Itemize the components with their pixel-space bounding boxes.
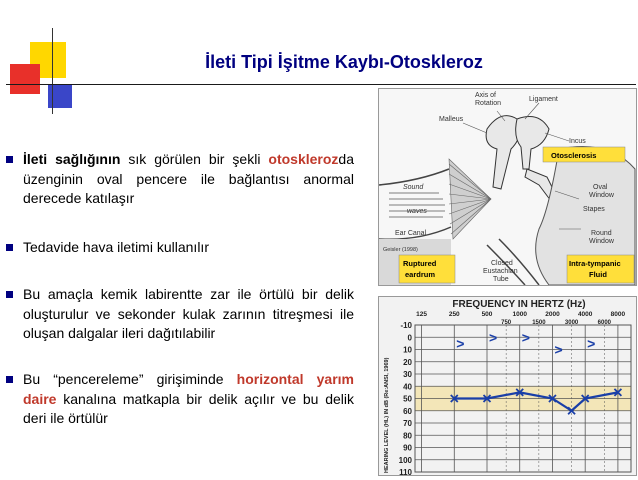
label-fluid: Fluid <box>589 270 607 279</box>
bullet-text <box>23 285 354 344</box>
audiogram-title: FREQUENCY IN HERTZ (Hz) <box>452 299 586 310</box>
audiogram-ylabel: HEARING LEVEL (HL) IN dB (Re:ANSI, 1969) <box>384 357 390 473</box>
y-tick-label: -10 <box>400 321 412 330</box>
bullet-square-icon <box>6 156 13 163</box>
bullet-text-part: otoskleroz <box>268 151 339 167</box>
freq-top-label: 125 <box>416 311 427 318</box>
label-otosclerosis: Otosclerosis <box>551 151 597 160</box>
label-axis: Axis of <box>475 92 497 99</box>
ear-anatomy-svg <box>379 89 636 285</box>
y-tick-label: 0 <box>407 333 412 343</box>
bullet-text-part: kanalına matkapla bir delik açılır ve bu delik deri ile örtülür <box>23 390 354 426</box>
bone-conduction-point: > <box>456 335 465 352</box>
label-eustachian: Eustachian <box>483 268 518 275</box>
freq-top-label: 8000 <box>610 311 626 318</box>
label-closed: Closed <box>491 260 513 267</box>
freq-top-label: 250 <box>448 311 460 318</box>
label-rotation: Rotation <box>475 100 502 107</box>
freq-top-label: 500 <box>481 311 493 318</box>
bone-conduction-point: > <box>554 341 563 358</box>
label-eardrum: eardrum <box>405 270 436 279</box>
bullet-square-icon <box>6 244 13 251</box>
bone-conduction-point: > <box>489 329 498 346</box>
ear-anatomy-diagram <box>378 88 637 286</box>
audiogram <box>378 296 637 476</box>
y-tick-label: 100 <box>398 455 412 465</box>
label-oval: Oval <box>593 184 608 191</box>
y-tick-label: 110 <box>399 468 412 475</box>
bullet-square-icon <box>6 291 13 298</box>
label-tube: Tube <box>493 276 509 283</box>
label-ruptured: Ruptured <box>403 259 437 268</box>
y-tick-label: 40 <box>403 382 412 392</box>
label-waves: waves <box>407 208 427 215</box>
decor-red-square <box>10 64 40 94</box>
decor-vertical-line <box>52 28 53 114</box>
y-tick-label: 20 <box>403 357 412 367</box>
bullet-text-part: Bu amaçla kemik labirentte zar ile örtülü bir delik oluşturulur ve sekonder kulak zarının titreşmesi ile oluşan dalgalar ileri dağıtılabilir <box>23 286 354 341</box>
bullet-item <box>6 150 354 209</box>
bullet-square-icon <box>6 376 13 383</box>
label-stapes: Stapes <box>583 206 605 213</box>
y-tick-label: 30 <box>403 370 412 379</box>
label-intra-tympanic: Intra-tympanic <box>569 259 621 268</box>
bullet-text-part: Tedavide hava iletimi kullanılır <box>23 239 209 255</box>
title-divider <box>6 84 636 85</box>
freq-bottom-label: 750 <box>501 320 512 326</box>
bullet-text-part: horizontal yarım daire <box>23 371 354 407</box>
bullet-text <box>23 370 354 429</box>
y-tick-label: 80 <box>403 431 412 441</box>
bullet-text-part: da üzenginin oval pencere ile bağlantısı anormal derecede katılaşır <box>23 151 354 206</box>
y-tick-label: 60 <box>403 406 412 416</box>
y-tick-label: 90 <box>403 443 412 453</box>
label-malleus: Malleus <box>439 116 464 123</box>
audiogram-svg <box>379 297 636 475</box>
bullet-text-part: İleti sağlığının <box>23 151 121 167</box>
freq-top-label: 2000 <box>545 311 560 318</box>
label-ear-canal: Ear Canal <box>395 230 427 237</box>
freq-top-label: 1000 <box>512 311 527 318</box>
freq-bottom-label: 1500 <box>532 320 546 326</box>
label-sound: Sound <box>403 184 424 191</box>
bullet-text <box>23 238 354 258</box>
bone-conduction-point: > <box>587 335 596 352</box>
freq-bottom-label: 6000 <box>597 320 612 326</box>
y-tick-label: 50 <box>403 394 412 404</box>
bullet-text-part: Bu “pencereleme” girişiminde <box>23 371 237 387</box>
freq-bottom-label: 3000 <box>564 320 579 326</box>
bone-conduction-point: > <box>521 329 530 346</box>
label-oval-window: Window <box>589 192 614 199</box>
bullet-text <box>23 150 354 209</box>
bullet-text-part: sık görülen bir şekli <box>120 151 269 167</box>
label-round: Round <box>591 230 612 237</box>
bullet-item <box>6 285 354 344</box>
freq-top-label: 4000 <box>577 311 593 318</box>
label-ligament: Ligament <box>529 96 558 103</box>
slide-title: İleti Tipi İşitme Kaybı-Otoskleroz <box>205 52 483 72</box>
bullet-item <box>6 238 354 258</box>
bullet-item <box>6 370 354 429</box>
label-round-window: Window <box>589 238 614 245</box>
y-tick-label: 10 <box>403 345 412 355</box>
label-incus: Incus <box>569 138 586 145</box>
label-credit: Geisler (1998) <box>383 247 418 253</box>
y-tick-label: 70 <box>403 419 412 428</box>
